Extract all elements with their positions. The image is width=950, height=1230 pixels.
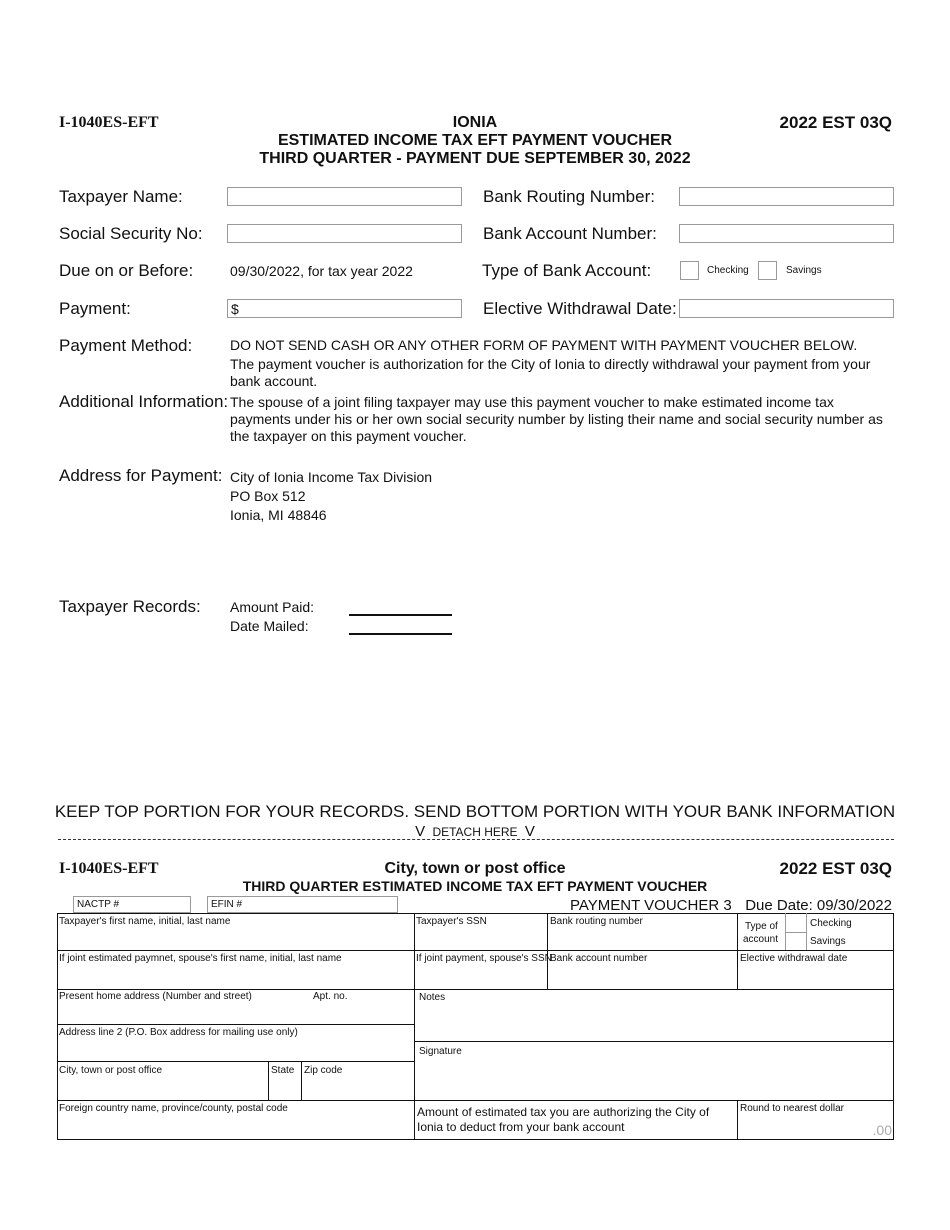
payment-label: Payment: xyxy=(59,299,131,318)
grid-line xyxy=(737,913,738,989)
savings-label: Savings xyxy=(786,265,822,276)
form-title: ESTIMATED INCOME TAX EFT PAYMENT VOUCHER xyxy=(277,132,673,149)
city-field[interactable]: City, town or post office xyxy=(59,1065,163,1076)
grid-line xyxy=(57,1100,894,1101)
voucher-year-code: 2022 EST 03Q xyxy=(779,859,892,878)
grid-line xyxy=(57,1061,414,1062)
address-label: Address for Payment: xyxy=(59,466,223,485)
first-name-field[interactable]: Taxpayer's first name, initial, last name xyxy=(59,916,231,927)
savings-option: Savings xyxy=(810,936,846,947)
grid-line xyxy=(737,1100,738,1140)
checking-box[interactable] xyxy=(785,913,807,932)
grid-line xyxy=(57,950,894,951)
amount-field[interactable]: .00 xyxy=(872,1122,892,1138)
voucher-due-date: Due Date: 09/30/2022 xyxy=(745,897,892,914)
form-header xyxy=(200,114,750,168)
state-field[interactable]: State xyxy=(271,1065,295,1076)
date-mailed-label: Date Mailed: xyxy=(230,618,309,634)
round-note: Round to nearest dollar xyxy=(740,1103,844,1114)
savings-checkbox[interactable] xyxy=(758,261,777,280)
payment-field[interactable] xyxy=(227,299,462,318)
grid-line xyxy=(57,1024,414,1025)
home-address-field[interactable]: Present home address (Number and street) xyxy=(59,991,252,1002)
account-label: Bank Account Number: xyxy=(483,224,657,243)
address-line-1: City of Ionia Income Tax Division xyxy=(230,469,433,485)
form-id: I-1040ES-EFT xyxy=(59,114,159,131)
payment-method-text xyxy=(230,337,895,390)
payment-address xyxy=(230,468,432,525)
address-line-2-field[interactable]: Address line 2 (P.O. Box address for mailing use only) xyxy=(59,1027,298,1038)
efin-box[interactable] xyxy=(207,896,398,913)
elective-field[interactable] xyxy=(679,299,894,318)
amount-paid-label: Amount Paid: xyxy=(230,599,315,615)
account-word-label: account xyxy=(743,934,779,945)
detach-here xyxy=(300,823,650,840)
apt-no-field[interactable]: Apt. no. xyxy=(313,991,348,1002)
taxpayer-ssn-field[interactable]: Taxpayer's SSN xyxy=(416,916,487,927)
detach-here-text: DETACH HERE xyxy=(432,825,518,839)
grid-line xyxy=(414,913,415,1140)
form-subtitle: THIRD QUARTER - PAYMENT DUE SEPTEMBER 30, 2022 xyxy=(259,150,691,167)
nactp-box[interactable] xyxy=(73,896,191,913)
date-mailed-line[interactable] xyxy=(349,633,452,635)
voucher-form-id: I-1040ES-EFT xyxy=(59,860,159,877)
additional-label: Additional Information: xyxy=(59,392,229,411)
account-number-field[interactable]: Bank account number xyxy=(550,953,648,964)
taxpayer-name-label: Taxpayer Name: xyxy=(59,187,183,206)
voucher-number: PAYMENT VOUCHER 3 xyxy=(570,897,732,914)
records-label: Taxpayer Records: xyxy=(59,597,201,616)
grid-line xyxy=(57,989,894,990)
detach-arrow-right: V xyxy=(524,823,535,840)
voucher-city: City, town or post office xyxy=(384,860,566,877)
checking-option: Checking xyxy=(810,918,852,929)
nactp-label: NACTP # xyxy=(77,899,120,910)
dollar-sign: $ xyxy=(231,301,239,317)
due-label: Due on or Before: xyxy=(59,261,194,280)
due-value: 09/30/2022, for tax year 2022 xyxy=(230,263,413,279)
elective-label: Elective Withdrawal Date: xyxy=(483,299,677,318)
amount-authorization-text: Amount of estimated tax you are authorizing the City of Ionia to deduct from your bank account xyxy=(417,1105,710,1134)
routing-label: Bank Routing Number: xyxy=(483,187,655,206)
elective-date-field[interactable]: Elective withdrawal date xyxy=(740,953,848,964)
amount-paid-line[interactable] xyxy=(349,614,452,616)
efin-label: EFIN # xyxy=(211,899,243,910)
spouse-ssn-field[interactable]: If joint payment, spouse's SSN xyxy=(416,953,552,964)
address-line-3: Ionia, MI 48846 xyxy=(230,507,327,523)
city-name: IONIA xyxy=(452,114,498,131)
savings-box[interactable] xyxy=(785,932,807,950)
grid-line xyxy=(268,1061,269,1100)
payment-method-warning: DO NOT SEND CASH OR ANY OTHER FORM OF PAYMENT WITH PAYMENT VOUCHER BELOW. xyxy=(230,337,858,353)
checking-label: Checking xyxy=(707,265,749,276)
type-of-label: Type of xyxy=(745,921,778,932)
taxpayer-name-field[interactable] xyxy=(227,187,462,206)
payment-method-authorization: The payment voucher is authorization for the City of Ionia to directly withdrawal your payment from your bank account. xyxy=(230,356,871,389)
additional-text: The spouse of a joint filing taxpayer may use this payment voucher to make estimated income tax payments under his or her own social security number by listing their name and social security number as the taxpayer on this payment voucher. xyxy=(230,394,883,444)
address-line-2: PO Box 512 xyxy=(230,488,306,504)
foreign-address-field[interactable]: Foreign country name, province/county, postal code xyxy=(59,1103,288,1114)
account-field[interactable] xyxy=(679,224,894,243)
records-block xyxy=(230,598,314,636)
detach-line xyxy=(58,839,894,840)
ssn-field[interactable] xyxy=(227,224,462,243)
checking-checkbox[interactable] xyxy=(680,261,699,280)
spouse-name-field[interactable]: If joint estimated paymnet, spouse's first name, initial, last name xyxy=(59,953,342,964)
grid-line xyxy=(547,913,548,989)
voucher-title: THIRD QUARTER ESTIMATED INCOME TAX EFT PAYMENT VOUCHER xyxy=(242,878,708,894)
account-type-label: Type of Bank Account: xyxy=(482,261,652,280)
routing-field[interactable] xyxy=(679,187,894,206)
ssn-label: Social Security No: xyxy=(59,224,203,243)
payment-method-label: Payment Method: xyxy=(59,336,193,355)
grid-line xyxy=(301,1061,302,1100)
detach-arrow-left: V xyxy=(415,823,426,840)
signature-field[interactable]: Signature xyxy=(419,1046,462,1057)
grid-line xyxy=(414,1041,894,1042)
year-code: 2022 EST 03Q xyxy=(779,113,892,132)
zip-field[interactable]: Zip code xyxy=(304,1065,343,1076)
keep-records-notice: KEEP TOP PORTION FOR YOUR RECORDS. SEND BOTTOM PORTION WITH YOUR BANK INFORMATION xyxy=(54,802,896,821)
notes-field[interactable]: Notes xyxy=(419,992,446,1003)
routing-number-field[interactable]: Bank routing number xyxy=(550,916,643,927)
